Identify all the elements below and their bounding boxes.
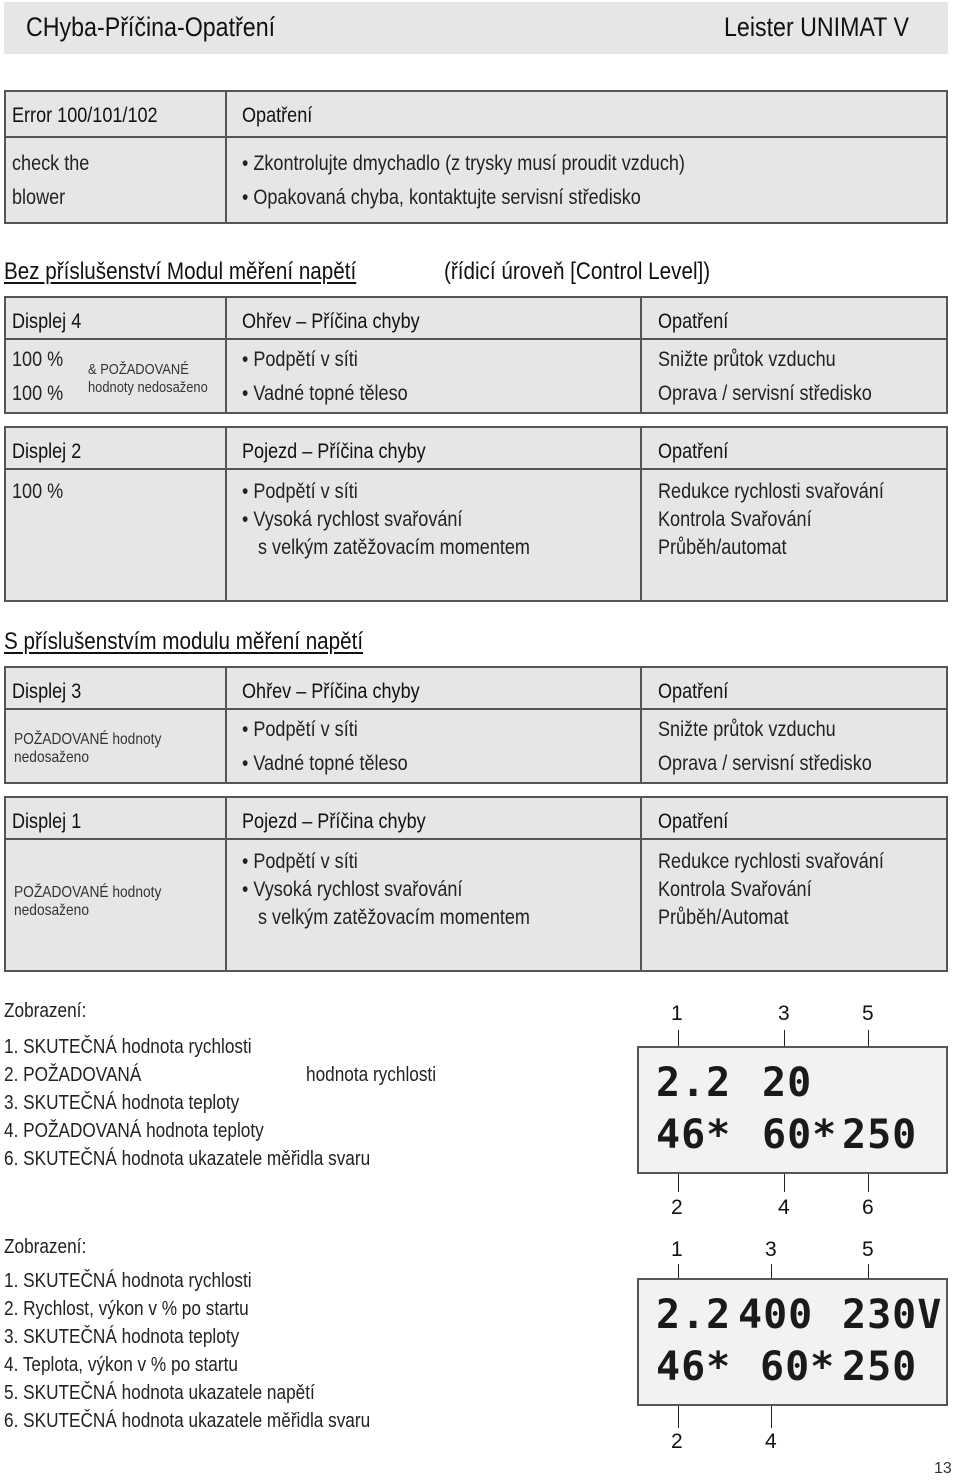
lcd2-segment: 230V bbox=[842, 1292, 943, 1338]
display2-value: 100 % bbox=[12, 480, 64, 503]
divider bbox=[4, 708, 948, 710]
legend1-item-num: 4. bbox=[4, 1120, 19, 1142]
display2-col-cause: Pojezd – Příčina chyby bbox=[242, 440, 426, 463]
lcd1-leader-line bbox=[868, 1174, 869, 1192]
divider bbox=[225, 796, 227, 972]
legend2-item bbox=[4, 1298, 249, 1321]
divider bbox=[225, 296, 227, 414]
lcd2-leader-line bbox=[771, 1406, 772, 1428]
display2-cause-item: • Podpětí v síti bbox=[242, 480, 358, 503]
legend1-item-text: POŽADOVANÁ bbox=[23, 1064, 142, 1086]
divider bbox=[4, 136, 948, 138]
lcd1-leader-line bbox=[678, 1174, 679, 1192]
lcd1-leader-line bbox=[784, 1174, 785, 1192]
display4-value: 100 % bbox=[12, 348, 64, 371]
display2-action-item: Redukce rychlosti svařování bbox=[658, 480, 884, 503]
legend2-item-num: 4. bbox=[4, 1354, 19, 1376]
display2-cause-item: s velkým zatěžovacím momentem bbox=[258, 536, 530, 559]
lcd2-top-label: 3 bbox=[765, 1238, 777, 1261]
display1-col-action: Opatření bbox=[658, 810, 729, 833]
display4-cause-item: • Podpětí v síti bbox=[242, 348, 358, 371]
display1-cause-item: • Podpětí v síti bbox=[242, 850, 358, 873]
legend2-item bbox=[4, 1382, 315, 1405]
display4-action-item: Oprava / servisní středisko bbox=[658, 382, 872, 405]
display3-note: POŽADOVANÉ hodnoty bbox=[14, 731, 162, 748]
error-action-item: • Opakovaná chyba, kontaktujte servisní středisko bbox=[242, 186, 641, 209]
legend1-item-text: SKUTEČNÁ hodnota ukazatele měřidla svaru bbox=[23, 1148, 371, 1170]
display1-note: POŽADOVANÉ hodnoty bbox=[14, 884, 162, 901]
lcd2-leader-line bbox=[678, 1264, 679, 1278]
divider bbox=[4, 338, 948, 340]
legend2-item bbox=[4, 1270, 252, 1293]
page-header bbox=[4, 2, 948, 54]
error-cause-line1: check the bbox=[12, 152, 90, 175]
divider bbox=[4, 468, 948, 470]
error-code: Error 100/101/102 bbox=[12, 104, 158, 127]
legend2-item-text: SKUTEČNÁ hodnota rychlosti bbox=[23, 1270, 252, 1292]
display1-action-item: Kontrola Svařování bbox=[658, 878, 812, 901]
header-right-title: Leister UNIMAT V bbox=[724, 12, 909, 42]
divider bbox=[640, 426, 642, 602]
lcd1-segment: 2.2 bbox=[656, 1060, 732, 1106]
legend1-item bbox=[4, 1064, 141, 1087]
legend1-item bbox=[4, 1148, 370, 1171]
display3-action-item: Oprava / servisní středisko bbox=[658, 752, 872, 775]
legend2-item-num: 2. bbox=[4, 1298, 19, 1320]
display1-cause-item: • Vysoká rychlost svařování bbox=[242, 878, 463, 901]
divider bbox=[225, 426, 227, 602]
legend2-item bbox=[4, 1326, 239, 1349]
legend1-item-text: SKUTEČNÁ hodnota rychlosti bbox=[23, 1036, 252, 1058]
divider bbox=[225, 90, 227, 224]
lcd1-segment: 46* bbox=[656, 1112, 732, 1158]
display2-action-item: Kontrola Svařování bbox=[658, 508, 812, 531]
legend1-item bbox=[4, 1120, 264, 1143]
error-cause-line2: blower bbox=[12, 186, 66, 209]
section-title-without-module: Bez příslušenství Modul měření napětí bbox=[4, 258, 357, 285]
display2-col-action: Opatření bbox=[658, 440, 729, 463]
display4-col-action: Opatření bbox=[658, 310, 729, 333]
legend2-item-text: SKUTEČNÁ hodnota ukazatele napětí bbox=[23, 1382, 315, 1404]
legend2-item-num: 5. bbox=[4, 1382, 19, 1404]
display2-cause-item: • Vysoká rychlost svařování bbox=[242, 508, 463, 531]
legend1-title: Zobrazení: bbox=[4, 1000, 87, 1022]
lcd2-segment: 60* bbox=[760, 1344, 836, 1390]
lcd1-top-label: 5 bbox=[862, 1002, 874, 1025]
lcd2-segment: 2.2 bbox=[656, 1292, 732, 1338]
legend2-title: Zobrazení: bbox=[4, 1236, 87, 1258]
legend2-item-text: SKUTEČNÁ hodnota teploty bbox=[23, 1326, 240, 1348]
lcd2-segment: 250 bbox=[842, 1344, 918, 1390]
lcd2-segment: 400 bbox=[738, 1292, 814, 1338]
legend2-item-text: Rychlost, výkon v % po startu bbox=[23, 1298, 249, 1320]
lcd2-leader-line bbox=[678, 1406, 679, 1428]
lcd2-segment: 46* bbox=[656, 1344, 732, 1390]
header-left-title: CHyba-Příčina-Opatření bbox=[26, 12, 276, 42]
legend1-item-num: 3. bbox=[4, 1092, 19, 1114]
legend1-item-num: 6. bbox=[4, 1148, 19, 1170]
display1-col-cause: Pojezd – Příčina chyby bbox=[242, 810, 426, 833]
legend2-item-text: SKUTEČNÁ hodnota ukazatele měřidla svaru bbox=[23, 1410, 371, 1432]
legend1-item-text: POŽADOVANÁ hodnota teploty bbox=[23, 1120, 264, 1142]
lcd1-segment: 20 bbox=[762, 1060, 813, 1106]
legend2-item-num: 6. bbox=[4, 1410, 19, 1432]
divider bbox=[640, 296, 642, 414]
display4-value: 100 % bbox=[12, 382, 64, 405]
divider bbox=[225, 666, 227, 784]
lcd1-leader-line bbox=[784, 1030, 785, 1046]
lcd1-top-label: 1 bbox=[671, 1002, 683, 1025]
lcd2-bottom-label: 2 bbox=[671, 1430, 683, 1453]
display1-col-display: Displej 1 bbox=[12, 810, 82, 833]
legend1-item-num: 2. bbox=[4, 1064, 19, 1086]
legend1-item-text: SKUTEČNÁ hodnota teploty bbox=[23, 1092, 240, 1114]
legend2-item bbox=[4, 1354, 238, 1377]
lcd1-leader-line bbox=[868, 1030, 869, 1046]
display4-note: hodnoty nedosaženo bbox=[88, 379, 208, 396]
display3-cause-item: • Vadné topné těleso bbox=[242, 752, 408, 775]
legend2-item-num: 1. bbox=[4, 1270, 19, 1292]
display4-action-item: Snižte průtok vzduchu bbox=[658, 348, 836, 371]
lcd1-leader-line bbox=[678, 1030, 679, 1046]
error-action-item: • Zkontrolujte dmychadlo (z trysky musí proudit vzduch) bbox=[242, 152, 685, 175]
lcd1-bottom-label: 4 bbox=[778, 1196, 790, 1219]
display3-cause-item: • Podpětí v síti bbox=[242, 718, 358, 741]
display3-col-action: Opatření bbox=[658, 680, 729, 703]
lcd1-segment: 250 bbox=[842, 1112, 918, 1158]
display4-note: & POŽADOVANÉ bbox=[88, 361, 189, 378]
error-action-header: Opatření bbox=[242, 104, 313, 127]
section-title-with-module: S příslušenstvím modulu měření napětí bbox=[4, 628, 364, 655]
display3-note: nedosaženo bbox=[14, 749, 89, 766]
section-subtitle-control-level: (řídicí úroveň [Control Level]) bbox=[444, 258, 711, 285]
lcd2-leader-line bbox=[771, 1264, 772, 1278]
lcd2-leader-line bbox=[868, 1264, 869, 1278]
display1-action-item: Průběh/Automat bbox=[658, 906, 789, 929]
legend1-item bbox=[4, 1092, 239, 1115]
lcd2-bottom-label: 4 bbox=[765, 1430, 777, 1453]
lcd1-bottom-label: 6 bbox=[862, 1196, 874, 1219]
lcd2-top-label: 5 bbox=[862, 1238, 874, 1261]
legend1-item-num: 1. bbox=[4, 1036, 19, 1058]
lcd1-top-label: 3 bbox=[778, 1002, 790, 1025]
lcd1-segment: 60* bbox=[762, 1112, 838, 1158]
page-number: 13 bbox=[934, 1460, 952, 1477]
display1-cause-item: s velkým zatěžovacím momentem bbox=[258, 906, 530, 929]
display2-col-display: Displej 2 bbox=[12, 440, 82, 463]
lcd2-top-label: 1 bbox=[671, 1238, 683, 1261]
display3-action-item: Snižte průtok vzduchu bbox=[658, 718, 836, 741]
legend2-item-num: 3. bbox=[4, 1326, 19, 1348]
display3-col-display: Displej 3 bbox=[12, 680, 82, 703]
legend1-item-text-cont: hodnota rychlosti bbox=[306, 1064, 437, 1086]
display4-col-display: Displej 4 bbox=[12, 310, 82, 333]
legend2-item bbox=[4, 1410, 370, 1433]
divider bbox=[640, 666, 642, 784]
display4-cause-item: • Vadné topné těleso bbox=[242, 382, 408, 405]
display1-note: nedosaženo bbox=[14, 902, 89, 919]
lcd1-bottom-label: 2 bbox=[671, 1196, 683, 1219]
legend1-item bbox=[4, 1036, 252, 1059]
display3-col-cause: Ohřev – Příčina chyby bbox=[242, 680, 420, 703]
display1-action-item: Redukce rychlosti svařování bbox=[658, 850, 884, 873]
legend2-item-text: Teplota, výkon v % po startu bbox=[22, 1354, 238, 1376]
divider bbox=[4, 838, 948, 840]
display2-action-item: Průběh/automat bbox=[658, 536, 787, 559]
display4-col-cause: Ohřev – Příčina chyby bbox=[242, 310, 420, 333]
divider bbox=[640, 796, 642, 972]
